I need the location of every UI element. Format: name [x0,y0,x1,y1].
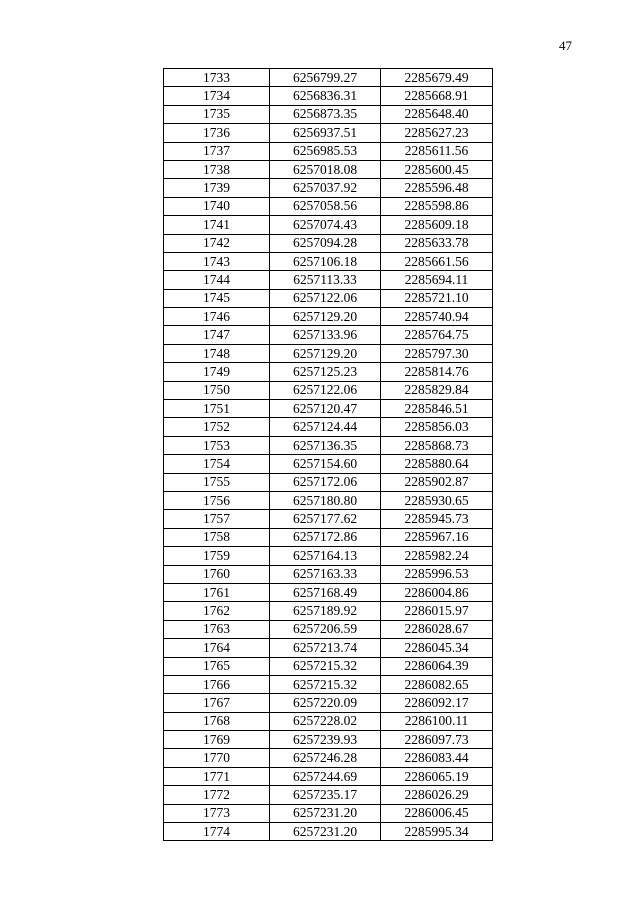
x-coordinate-cell: 6257018.08 [270,160,381,178]
x-coordinate-cell: 6257154.60 [270,455,381,473]
y-coordinate-cell: 2285598.86 [381,197,493,215]
x-coordinate-cell: 6256799.27 [270,69,381,87]
point-number-cell: 1737 [164,142,270,160]
y-coordinate-cell: 2285880.64 [381,455,493,473]
x-coordinate-cell: 6257120.47 [270,400,381,418]
point-number-cell: 1772 [164,786,270,804]
x-coordinate-cell: 6257136.35 [270,436,381,454]
table-row [164,216,493,234]
table-row [164,160,493,178]
x-coordinate-cell: 6257037.92 [270,179,381,197]
point-number-cell: 1734 [164,87,270,105]
x-coordinate-cell: 6257231.20 [270,823,381,841]
table-row [164,436,493,454]
table-row [164,547,493,565]
point-number-cell: 1745 [164,289,270,307]
point-number-cell: 1773 [164,804,270,822]
y-coordinate-cell: 2286100.11 [381,712,493,730]
point-number-cell: 1769 [164,731,270,749]
y-coordinate-cell: 2285694.11 [381,271,493,289]
y-coordinate-cell: 2286097.73 [381,731,493,749]
table-row [164,344,493,362]
y-coordinate-cell: 2285679.49 [381,69,493,87]
y-coordinate-cell: 2285930.65 [381,491,493,509]
x-coordinate-cell: 6257129.20 [270,344,381,362]
table-row [164,87,493,105]
point-number-cell: 1770 [164,749,270,767]
table-row [164,289,493,307]
y-coordinate-cell: 2285596.48 [381,179,493,197]
x-coordinate-cell: 6257168.49 [270,583,381,601]
table-row [164,767,493,785]
x-coordinate-cell: 6257213.74 [270,639,381,657]
x-coordinate-cell: 6256985.53 [270,142,381,160]
point-number-cell: 1774 [164,823,270,841]
x-coordinate-cell: 6256836.31 [270,87,381,105]
point-number-cell: 1748 [164,344,270,362]
y-coordinate-cell: 2286045.34 [381,639,493,657]
table-row [164,731,493,749]
y-coordinate-cell: 2286064.39 [381,657,493,675]
table-row [164,786,493,804]
x-coordinate-cell: 6257122.06 [270,289,381,307]
table-row [164,712,493,730]
y-coordinate-cell: 2285982.24 [381,547,493,565]
y-coordinate-cell: 2285797.30 [381,344,493,362]
x-coordinate-cell: 6257220.09 [270,694,381,712]
table-row [164,455,493,473]
table-row [164,510,493,528]
point-number-cell: 1744 [164,271,270,289]
y-coordinate-cell: 2286026.29 [381,786,493,804]
y-coordinate-cell: 2285814.76 [381,363,493,381]
point-number-cell: 1756 [164,491,270,509]
point-number-cell: 1746 [164,308,270,326]
x-coordinate-cell: 6257124.44 [270,418,381,436]
point-number-cell: 1771 [164,767,270,785]
y-coordinate-cell: 2285846.51 [381,400,493,418]
y-coordinate-cell: 2285721.10 [381,289,493,307]
point-number-cell: 1739 [164,179,270,197]
point-number-cell: 1738 [164,160,270,178]
point-number-cell: 1747 [164,326,270,344]
point-number-cell: 1768 [164,712,270,730]
x-coordinate-cell: 6257239.93 [270,731,381,749]
x-coordinate-cell: 6256873.35 [270,105,381,123]
y-coordinate-cell: 2285740.94 [381,308,493,326]
table-row [164,400,493,418]
coordinates-table [163,68,493,841]
point-number-cell: 1760 [164,565,270,583]
table-row [164,639,493,657]
point-number-cell: 1741 [164,216,270,234]
x-coordinate-cell: 6257094.28 [270,234,381,252]
point-number-cell: 1761 [164,583,270,601]
y-coordinate-cell: 2285856.03 [381,418,493,436]
table-row [164,142,493,160]
point-number-cell: 1759 [164,547,270,565]
table-row [164,565,493,583]
point-number-cell: 1763 [164,620,270,638]
table-row [164,583,493,601]
point-number-cell: 1753 [164,436,270,454]
table-row [164,234,493,252]
x-coordinate-cell: 6257244.69 [270,767,381,785]
table-row [164,179,493,197]
table-row [164,363,493,381]
x-coordinate-cell: 6257231.20 [270,804,381,822]
y-coordinate-cell: 2285995.34 [381,823,493,841]
table-row [164,823,493,841]
table-row [164,271,493,289]
y-coordinate-cell: 2285996.53 [381,565,493,583]
point-number-cell: 1758 [164,528,270,546]
x-coordinate-cell: 6257215.32 [270,657,381,675]
y-coordinate-cell: 2285967.16 [381,528,493,546]
table-row [164,694,493,712]
y-coordinate-cell: 2286092.17 [381,694,493,712]
table-row [164,675,493,693]
table-row [164,326,493,344]
point-number-cell: 1733 [164,69,270,87]
coordinates-table-body [164,69,493,841]
table-row [164,308,493,326]
table-row [164,197,493,215]
x-coordinate-cell: 6257180.80 [270,491,381,509]
point-number-cell: 1752 [164,418,270,436]
table-row [164,105,493,123]
x-coordinate-cell: 6257189.92 [270,602,381,620]
table-row [164,418,493,436]
point-number-cell: 1762 [164,602,270,620]
x-coordinate-cell: 6257058.56 [270,197,381,215]
x-coordinate-cell: 6257246.28 [270,749,381,767]
point-number-cell: 1740 [164,197,270,215]
x-coordinate-cell: 6257106.18 [270,252,381,270]
y-coordinate-cell: 2285829.84 [381,381,493,399]
table-row [164,473,493,491]
x-coordinate-cell: 6257164.13 [270,547,381,565]
x-coordinate-cell: 6257172.86 [270,528,381,546]
point-number-cell: 1736 [164,124,270,142]
y-coordinate-cell: 2285945.73 [381,510,493,528]
y-coordinate-cell: 2285633.78 [381,234,493,252]
table-row [164,602,493,620]
x-coordinate-cell: 6257172.06 [270,473,381,491]
y-coordinate-cell: 2286028.67 [381,620,493,638]
table-row [164,657,493,675]
y-coordinate-cell: 2286006.45 [381,804,493,822]
table-row [164,749,493,767]
x-coordinate-cell: 6257228.02 [270,712,381,730]
x-coordinate-cell: 6257177.62 [270,510,381,528]
table-row [164,528,493,546]
y-coordinate-cell: 2285764.75 [381,326,493,344]
x-coordinate-cell: 6257215.32 [270,675,381,693]
point-number-cell: 1743 [164,252,270,270]
point-number-cell: 1757 [164,510,270,528]
table-row [164,620,493,638]
y-coordinate-cell: 2286065.19 [381,767,493,785]
y-coordinate-cell: 2285648.40 [381,105,493,123]
x-coordinate-cell: 6257129.20 [270,308,381,326]
point-number-cell: 1764 [164,639,270,657]
table-row [164,804,493,822]
x-coordinate-cell: 6257206.59 [270,620,381,638]
x-coordinate-cell: 6257122.06 [270,381,381,399]
x-coordinate-cell: 6257235.17 [270,786,381,804]
x-coordinate-cell: 6257125.23 [270,363,381,381]
x-coordinate-cell: 6257163.33 [270,565,381,583]
point-number-cell: 1754 [164,455,270,473]
table-row [164,491,493,509]
y-coordinate-cell: 2286083.44 [381,749,493,767]
point-number-cell: 1749 [164,363,270,381]
table-row [164,124,493,142]
x-coordinate-cell: 6257113.33 [270,271,381,289]
y-coordinate-cell: 2285661.56 [381,252,493,270]
point-number-cell: 1742 [164,234,270,252]
point-number-cell: 1765 [164,657,270,675]
y-coordinate-cell: 2285868.73 [381,436,493,454]
page-number: 47 [559,38,572,53]
y-coordinate-cell: 2285668.91 [381,87,493,105]
x-coordinate-cell: 6257133.96 [270,326,381,344]
point-number-cell: 1755 [164,473,270,491]
y-coordinate-cell: 2286082.65 [381,675,493,693]
point-number-cell: 1751 [164,400,270,418]
point-number-cell: 1767 [164,694,270,712]
table-row [164,381,493,399]
y-coordinate-cell: 2286004.86 [381,583,493,601]
y-coordinate-cell: 2285627.23 [381,124,493,142]
x-coordinate-cell: 6257074.43 [270,216,381,234]
table-row [164,69,493,87]
y-coordinate-cell: 2285609.18 [381,216,493,234]
point-number-cell: 1735 [164,105,270,123]
table-row [164,252,493,270]
y-coordinate-cell: 2285902.87 [381,473,493,491]
x-coordinate-cell: 6256937.51 [270,124,381,142]
point-number-cell: 1750 [164,381,270,399]
y-coordinate-cell: 2286015.97 [381,602,493,620]
y-coordinate-cell: 2285611.56 [381,142,493,160]
point-number-cell: 1766 [164,675,270,693]
y-coordinate-cell: 2285600.45 [381,160,493,178]
